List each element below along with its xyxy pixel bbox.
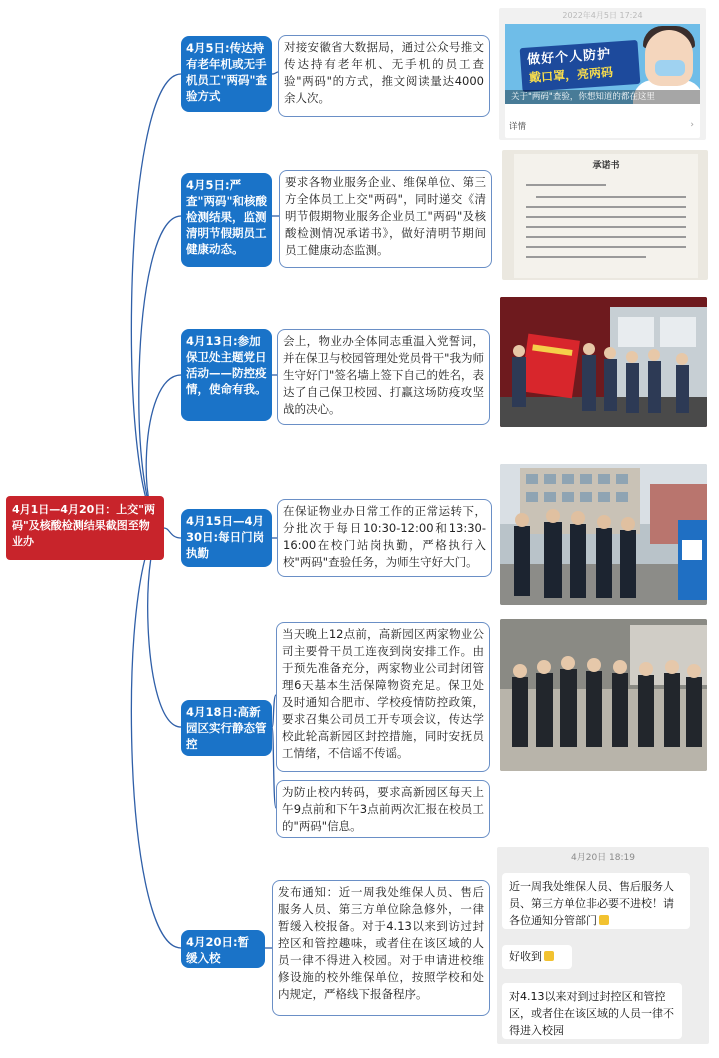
topic-label: 4月18日:高新园区实行静态管控 bbox=[186, 705, 267, 751]
doctor-illustration bbox=[645, 30, 693, 86]
chat-timestamp: 4月20日 18:19 bbox=[571, 853, 635, 863]
connector-root-topic-4 bbox=[164, 528, 181, 538]
article-screenshot bbox=[499, 8, 706, 140]
party-day-activity-photo bbox=[500, 297, 707, 427]
topic-node-2 bbox=[181, 173, 272, 267]
description-text: 在保证物业办日常工作的正常运转下，分批次于每日10:30-12:00和13:30-16:00在校门站岗执勤，严格执行入校"两码"查验任务，为师生守好大门。 bbox=[283, 504, 486, 569]
article-details-link: 详情 bbox=[509, 122, 527, 132]
description-text: 当天晚上12点前，高新园区两家物业公司主要骨干员工连夜到岗安排工作。由于预先准备充分，两家物业公司封闭管理6天基本生活保障物资充足。保卫处及时通知合肥市、学校疫情防控政策，要求召集公司员工开专项会议，传达学校此轮高新园区封控措施，同时安抚员工情绪，不信谣不传谣。 bbox=[282, 627, 484, 760]
description-text: 发布通知：近一周我处维保人员、售后服务人员、第三方单位除急修外，一律暂缓入校报备。对于4.13以来到访过封控区和管控趣味，或者住在该区域的人员一律不得进入校园。对于申请进校维修设施的校外维保单位，按照学校和处内规定，严格线下报备程序。 bbox=[278, 885, 484, 1001]
topic-3-description bbox=[277, 329, 490, 425]
topic-4-description bbox=[277, 499, 492, 577]
topic-label: 4月13日:参加保卫处主题党日活动——防控疫情，使命有我。 bbox=[186, 334, 267, 396]
root-node bbox=[6, 496, 164, 560]
description-text: 为防止校内转码，要求高新园区每天上午9点前和下午3点前两次汇报在校员工的"两码"信息。 bbox=[282, 785, 484, 833]
chat-message-text: 好收到 bbox=[509, 950, 542, 963]
thumbs-up-icon bbox=[544, 951, 554, 961]
connector-root-topic-2 bbox=[139, 216, 181, 528]
ceremony-scene bbox=[500, 297, 707, 427]
topic-node-5 bbox=[181, 700, 272, 756]
topic-5-description bbox=[276, 622, 490, 772]
topic-2-description bbox=[279, 170, 492, 268]
chat-message-text: 对4.13以来对到过封控区和管控区，或者住在该区域的人员一律不得进入校园 bbox=[509, 990, 674, 1037]
staff-scene bbox=[500, 619, 707, 771]
gate-duty-photo bbox=[500, 464, 707, 605]
document-paper bbox=[514, 154, 698, 278]
chat-message-text: 近一周我处维保人员、售后服务人员、第三方单位非必要不进校！请各位通知分管部门 bbox=[509, 880, 674, 927]
topic-label: 4月5日:传达持有老年机或无手机员工"两码"查验方式 bbox=[186, 41, 267, 103]
article-card bbox=[505, 24, 700, 138]
topic-node-6 bbox=[181, 930, 265, 968]
article-headline-1: 做好个人防护 bbox=[526, 47, 612, 68]
chat-message bbox=[502, 945, 572, 969]
article-headline-2: 戴口罩，亮两码 bbox=[528, 65, 614, 85]
topic-5-description-2 bbox=[276, 780, 490, 838]
chevron-right-icon: › bbox=[690, 120, 694, 130]
article-caption: 关于"两码"查验，你想知道的都在这里 bbox=[505, 90, 700, 104]
thumbs-up-icon bbox=[599, 915, 609, 925]
topic-node-4 bbox=[181, 509, 272, 567]
staff-lineup-photo bbox=[500, 619, 707, 771]
connector-root-topic-6 bbox=[131, 528, 181, 948]
root-label: 4月1日—4月20日：上交"两码"及核酸检测结果截图至物业办 bbox=[12, 503, 155, 548]
description-text: 会上，物业办全体同志重温入党誓词，并在保卫与校园管理处党员骨干"我为师生守好门"签名墙上签下自己的姓名，表达了自己保卫校园、打赢这场防疫攻坚战的决心。 bbox=[283, 334, 484, 416]
topic-label: 4月15日—4月30日:每日门岗执勤 bbox=[186, 514, 265, 560]
article-timestamp: 2022年4月5日 17:24 bbox=[562, 11, 643, 20]
topic-6-description bbox=[272, 880, 490, 1016]
connector-root-topic-1 bbox=[131, 74, 181, 528]
chat-screenshot bbox=[497, 847, 709, 1044]
commitment-document-photo bbox=[502, 150, 708, 280]
description-text: 要求各物业服务企业、维保单位、第三方全体员工上交"两码"，同时递交《清明节假期物业服务企业员工"两码"及核酸检测情况承诺书》，做好清明节期间员工健康动态监测。 bbox=[285, 175, 486, 257]
gate-scene bbox=[500, 464, 707, 605]
document-title: 承诺书 bbox=[592, 161, 620, 171]
topic-label: 4月5日:严查"两码"和核酸检测结果，监测清明节假期员工健康动态。 bbox=[186, 178, 267, 256]
chat-message bbox=[502, 983, 682, 1039]
description-text: 对接安徽省大数据局，通过公众号推文传达持有老年机、无手机的员工查验"两码"的方式，推文阅读量达4000余人次。 bbox=[284, 40, 484, 105]
topic-1-description bbox=[278, 35, 490, 117]
chat-message bbox=[502, 873, 690, 929]
article-banner bbox=[505, 24, 700, 104]
topic-label: 4月20日:暂缓入校 bbox=[186, 935, 250, 965]
topic-node-1 bbox=[181, 36, 272, 112]
topic-node-3 bbox=[181, 329, 272, 421]
